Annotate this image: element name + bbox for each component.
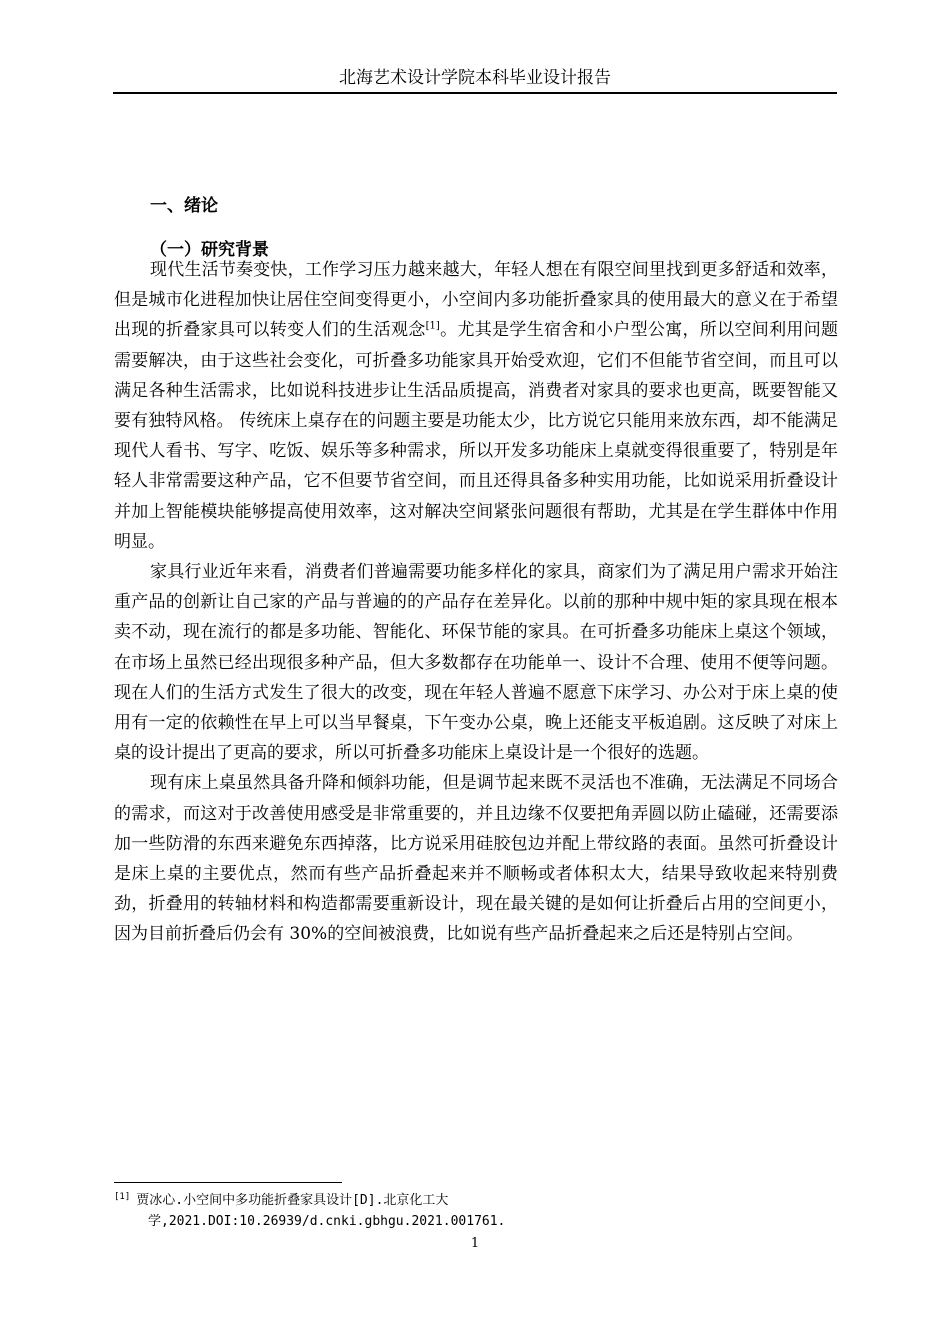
paragraph-1-text-b: 。尤其是学生宿舍和小户型公寓，所以空间利用问题需要解决，由于这些社会变化，可折叠多功能家具开始受欢迎，它们不但能节省空间，而且可以满足各种生活需求，比如说科技进步让生活品质提高，消费者对家具的要求也更高，既要智能又要有独特风格。 传统床上桌存在的问题主要是功能太少，比方说它只能用来放东西，却不能满足现代人看书、写字、吃饭、娱乐等多种需求，所以开发多功能床上桌就变得很重要了，特别是年轻人非常需要这种产品，它不但要节省空间，而且还得具备多种实用功能，比如说采用折叠设计并加上智能模块能够提高使用效率，这对解决空间紧张问题很有帮助，尤其是在学生群体中作用明显。 [114, 320, 839, 552]
footnote-divider [114, 1182, 342, 1183]
paragraph-1-text-a: 现代生活节奏变快，工作学习压力越来越大，年轻人想在有限空间里找到更多舒适和效率，但是城市化进程加快让居住空间变得更小，小空间内多功能折叠家具的使用最大的意义在于希望出现的折叠家具可以转变人们的生活观念 [114, 260, 838, 341]
section-heading: 一、绪论 [150, 196, 218, 216]
subsection-heading: （一）研究背景 [150, 240, 269, 260]
page-number: 1 [470, 1236, 480, 1251]
body-text [114, 255, 838, 950]
paragraph-1 [114, 255, 838, 557]
paragraph-2: 家具行业近年来看，消费者们普遍需要功能多样化的家具，商家们为了满足用户需求开始注重产品的创新让自己家的产品与普遍的的产品存在差异化。以前的那种中规中矩的家具现在根本卖不动，现在流行的都是多功能、智能化、环保节能的家具。在可折叠多功能床上桌这个领域，在市场上虽然已经出现很多种产品，但大多数都存在功能单一、设计不合理、使用不便等问题。现在人们的生活方式发生了很大的改变，现在年轻人普遍不愿意下床学习、办公对于床上桌的使用有一定的依赖性在早上可以当早餐桌，下午变办公桌，晚上还能支平板追剧。这反映了对床上桌的设计提出了更高的要求，所以可折叠多功能床上桌设计是一个很好的选题。 [114, 562, 838, 764]
footnote-marker: [1] [114, 1191, 131, 1202]
header-title: 北海艺术设计学院本科毕业设计报告 [339, 68, 611, 88]
citation-marker: [1] [425, 320, 440, 332]
page-header [113, 64, 837, 94]
footnote-line-2: 学,2021.DOI:10.26939/d.cnki.gbhgu.2021.001761. [148, 1214, 506, 1229]
footnote-line-1: 贾冰心.小空间中多功能折叠家具设计[D].北京化工大 [136, 1193, 449, 1208]
footnote [114, 1190, 544, 1232]
paragraph-3: 现有床上桌虽然具备升降和倾斜功能，但是调节起来既不灵活也不准确，无法满足不同场合的需求，而这对于改善使用感受是非常重要的，并且边缘不仅要把角弄圆以防止磕碰，还需要添加一些防滑的东西来避免东西掉落，比方说采用硅胶包边并配上带纹路的表面。虽然可折叠设计是床上桌的主要优点，然而有些产品折叠起来并不顺畅或者体积太大，结果导致收起来特别费劲，折叠用的转轴材料和构造都需要重新设计，现在最关键的是如何让折叠后占用的空间更小，因为目前折叠后仍会有 30%的空间被浪费，比如说有些产品折叠起来之后还是特别占空间。 [114, 773, 838, 945]
